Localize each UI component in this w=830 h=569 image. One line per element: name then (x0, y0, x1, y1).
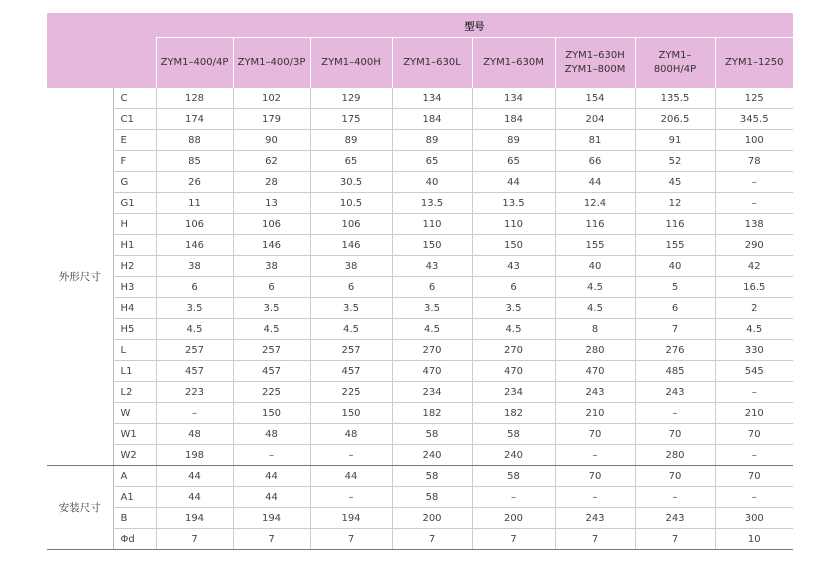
value-cell: 257 (310, 340, 392, 361)
value-cell: 150 (233, 403, 310, 424)
value-cell: 3.5 (310, 298, 392, 319)
value-cell: 7 (635, 319, 715, 340)
dimension-label: Φd (113, 529, 156, 550)
value-cell: 257 (156, 340, 233, 361)
model-name-line: ZYM1–400/3P (237, 57, 306, 68)
value-cell: 6 (233, 277, 310, 298)
value-cell: 184 (392, 109, 472, 130)
value-cell: 65 (472, 151, 555, 172)
value-cell: 146 (233, 235, 310, 256)
value-cell: 155 (635, 235, 715, 256)
model-name-line: ZYM1–630M (483, 57, 544, 68)
value-cell: 6 (635, 298, 715, 319)
value-cell: 4.5 (310, 319, 392, 340)
value-cell: 457 (233, 361, 310, 382)
model-header-cell (233, 38, 310, 89)
value-cell: 110 (392, 214, 472, 235)
dimension-label: H3 (113, 277, 156, 298)
value-cell: 270 (392, 340, 472, 361)
value-cell: 58 (392, 487, 472, 508)
model-header-cell (156, 38, 233, 89)
value-cell: – (635, 487, 715, 508)
value-cell: 457 (310, 361, 392, 382)
table-row (47, 487, 793, 508)
value-cell: 44 (156, 487, 233, 508)
table-row (47, 466, 793, 487)
value-cell: – (635, 403, 715, 424)
value-cell: 48 (233, 424, 310, 445)
value-cell: 58 (472, 424, 555, 445)
value-cell: 58 (472, 466, 555, 487)
value-cell: 257 (233, 340, 310, 361)
value-cell: 16.5 (715, 277, 793, 298)
value-cell: 243 (635, 382, 715, 403)
value-cell: 470 (555, 361, 635, 382)
value-cell: 194 (233, 508, 310, 529)
value-cell: 4.5 (156, 319, 233, 340)
model-header-cell (472, 38, 555, 89)
value-cell: – (715, 193, 793, 214)
value-cell: 44 (310, 466, 392, 487)
value-cell: 146 (156, 235, 233, 256)
table-row (47, 88, 793, 109)
value-cell: 26 (156, 172, 233, 193)
value-cell: 81 (555, 130, 635, 151)
dimension-label: H (113, 214, 156, 235)
value-cell: 5 (635, 277, 715, 298)
model-name-line: ZYM1–400/4P (160, 57, 229, 68)
value-cell: 13.5 (472, 193, 555, 214)
model-name-line: ZYM1–630H (565, 50, 625, 61)
value-cell: 45 (635, 172, 715, 193)
value-cell: 182 (472, 403, 555, 424)
value-cell: 12 (635, 193, 715, 214)
value-cell: 7 (392, 529, 472, 550)
value-cell: 44 (233, 466, 310, 487)
value-cell: 194 (310, 508, 392, 529)
value-cell: 210 (715, 403, 793, 424)
value-cell: 28 (233, 172, 310, 193)
value-cell: 65 (310, 151, 392, 172)
value-cell: 6 (156, 277, 233, 298)
value-cell: 155 (555, 235, 635, 256)
value-cell: 206.5 (635, 109, 715, 130)
value-cell: 11 (156, 193, 233, 214)
table-row (47, 529, 793, 550)
value-cell: 6 (310, 277, 392, 298)
value-cell: 225 (233, 382, 310, 403)
dimension-label: L2 (113, 382, 156, 403)
value-cell: 125 (715, 88, 793, 109)
value-cell: 184 (472, 109, 555, 130)
table-row (47, 235, 793, 256)
value-cell: 223 (156, 382, 233, 403)
value-cell: 330 (715, 340, 793, 361)
value-cell: 48 (310, 424, 392, 445)
value-cell: 106 (233, 214, 310, 235)
value-cell: 270 (472, 340, 555, 361)
value-cell: 276 (635, 340, 715, 361)
value-cell: 243 (635, 508, 715, 529)
value-cell: 3.5 (392, 298, 472, 319)
value-cell: 70 (715, 424, 793, 445)
value-cell: 90 (233, 130, 310, 151)
table-body (47, 88, 793, 550)
value-cell: 116 (635, 214, 715, 235)
value-cell: 198 (156, 445, 233, 466)
dimension-label: E (113, 130, 156, 151)
value-cell: 243 (555, 382, 635, 403)
dimension-label: H2 (113, 256, 156, 277)
value-cell: 225 (310, 382, 392, 403)
dimension-label: H1 (113, 235, 156, 256)
value-cell: 106 (156, 214, 233, 235)
table-row (47, 109, 793, 130)
model-name-line: ZYM1–630L (403, 57, 461, 68)
value-cell: 150 (392, 235, 472, 256)
value-cell: 290 (715, 235, 793, 256)
value-cell: 146 (310, 235, 392, 256)
value-cell: 43 (392, 256, 472, 277)
value-cell: 280 (555, 340, 635, 361)
value-cell: 44 (472, 172, 555, 193)
value-cell: 545 (715, 361, 793, 382)
model-name-line: ZYM1–1250 (725, 57, 784, 68)
value-cell: 7 (156, 529, 233, 550)
table-row (47, 319, 793, 340)
table-row (47, 151, 793, 172)
table-row (47, 193, 793, 214)
dimension-label: W1 (113, 424, 156, 445)
value-cell: 470 (392, 361, 472, 382)
value-cell: – (156, 403, 233, 424)
model-name-line: ZYM1–400H (321, 57, 381, 68)
value-cell: – (310, 445, 392, 466)
value-cell: 240 (472, 445, 555, 466)
value-cell: 174 (156, 109, 233, 130)
value-cell: 38 (156, 256, 233, 277)
dimension-label: H4 (113, 298, 156, 319)
value-cell: 4.5 (555, 277, 635, 298)
value-cell: 38 (310, 256, 392, 277)
value-cell: 234 (392, 382, 472, 403)
dimension-table (47, 13, 793, 550)
value-cell: – (472, 487, 555, 508)
value-cell: 3.5 (156, 298, 233, 319)
value-cell: 485 (635, 361, 715, 382)
value-cell: 234 (472, 382, 555, 403)
model-header-row (47, 38, 793, 89)
value-cell: 48 (156, 424, 233, 445)
value-cell: 134 (392, 88, 472, 109)
value-cell: 13 (233, 193, 310, 214)
value-cell: 2 (715, 298, 793, 319)
value-cell: 138 (715, 214, 793, 235)
model-header-cell (635, 38, 715, 89)
value-cell: – (715, 172, 793, 193)
value-cell: 40 (635, 256, 715, 277)
value-cell: 129 (310, 88, 392, 109)
value-cell: 116 (555, 214, 635, 235)
table-row (47, 172, 793, 193)
value-cell: 154 (555, 88, 635, 109)
value-cell: 89 (310, 130, 392, 151)
value-cell: 4.5 (392, 319, 472, 340)
dimension-label: A1 (113, 487, 156, 508)
group-label: 安装尺寸 (47, 466, 113, 550)
value-cell: 89 (392, 130, 472, 151)
table-row (47, 508, 793, 529)
value-cell: 4.5 (715, 319, 793, 340)
value-cell: 3.5 (233, 298, 310, 319)
value-cell: 10 (715, 529, 793, 550)
value-cell: 70 (715, 466, 793, 487)
value-cell: 70 (555, 466, 635, 487)
value-cell: 44 (156, 466, 233, 487)
table-header (47, 13, 793, 88)
value-cell: 345.5 (715, 109, 793, 130)
value-cell: 3.5 (472, 298, 555, 319)
header-corner (47, 13, 156, 88)
value-cell: 106 (310, 214, 392, 235)
model-header-cell (310, 38, 392, 89)
value-cell: 66 (555, 151, 635, 172)
value-cell: 179 (233, 109, 310, 130)
value-cell: 52 (635, 151, 715, 172)
value-cell: 43 (472, 256, 555, 277)
model-header-title: 型号 (156, 13, 793, 38)
value-cell: 194 (156, 508, 233, 529)
table-row (47, 214, 793, 235)
value-cell: 91 (635, 130, 715, 151)
value-cell: 300 (715, 508, 793, 529)
value-cell: 150 (310, 403, 392, 424)
table-row (47, 424, 793, 445)
value-cell: 8 (555, 319, 635, 340)
dimension-label: A (113, 466, 156, 487)
value-cell: 40 (392, 172, 472, 193)
value-cell: 38 (233, 256, 310, 277)
value-cell: 102 (233, 88, 310, 109)
dimension-label: W (113, 403, 156, 424)
value-cell: 182 (392, 403, 472, 424)
value-cell: 6 (392, 277, 472, 298)
value-cell: 78 (715, 151, 793, 172)
value-cell: – (715, 487, 793, 508)
value-cell: 134 (472, 88, 555, 109)
value-cell: 10.5 (310, 193, 392, 214)
table-row (47, 256, 793, 277)
value-cell: 70 (635, 424, 715, 445)
value-cell: 40 (555, 256, 635, 277)
dimension-label: G (113, 172, 156, 193)
model-header-cell (392, 38, 472, 89)
value-cell: 42 (715, 256, 793, 277)
value-cell: 62 (233, 151, 310, 172)
table-row (47, 382, 793, 403)
table-row (47, 340, 793, 361)
value-cell: – (310, 487, 392, 508)
model-header-cell (555, 38, 635, 89)
model-name-line: ZYM1–800M (564, 64, 626, 75)
value-cell: 12.4 (555, 193, 635, 214)
value-cell: 58 (392, 466, 472, 487)
value-cell: – (233, 445, 310, 466)
value-cell: 200 (472, 508, 555, 529)
value-cell: 13.5 (392, 193, 472, 214)
value-cell: 110 (472, 214, 555, 235)
table-row (47, 445, 793, 466)
dimension-label: W2 (113, 445, 156, 466)
table-row (47, 277, 793, 298)
value-cell: 89 (472, 130, 555, 151)
value-cell: 457 (156, 361, 233, 382)
value-cell: – (715, 445, 793, 466)
table-row (47, 130, 793, 151)
value-cell: 470 (472, 361, 555, 382)
value-cell: – (715, 382, 793, 403)
value-cell: 243 (555, 508, 635, 529)
value-cell: 200 (392, 508, 472, 529)
dimension-label: G1 (113, 193, 156, 214)
value-cell: 70 (555, 424, 635, 445)
value-cell: 7 (233, 529, 310, 550)
value-cell: 58 (392, 424, 472, 445)
value-cell: 4.5 (233, 319, 310, 340)
dimension-label: C1 (113, 109, 156, 130)
table-row (47, 403, 793, 424)
dimension-label: H5 (113, 319, 156, 340)
value-cell: 7 (635, 529, 715, 550)
model-name-line: 800H/4P (653, 64, 697, 75)
value-cell: 204 (555, 109, 635, 130)
value-cell: 7 (310, 529, 392, 550)
value-cell: 4.5 (555, 298, 635, 319)
model-name-line: ZYM1– (658, 50, 692, 61)
dimension-label: L1 (113, 361, 156, 382)
value-cell: 70 (635, 466, 715, 487)
value-cell: 7 (472, 529, 555, 550)
value-cell: 30.5 (310, 172, 392, 193)
group-label: 外形尺寸 (47, 88, 113, 466)
value-cell: 175 (310, 109, 392, 130)
value-cell: – (555, 487, 635, 508)
dimension-label: B (113, 508, 156, 529)
value-cell: 4.5 (472, 319, 555, 340)
value-cell: 88 (156, 130, 233, 151)
value-cell: 6 (472, 277, 555, 298)
dimension-label: C (113, 88, 156, 109)
value-cell: 150 (472, 235, 555, 256)
value-cell: 280 (635, 445, 715, 466)
value-cell: 85 (156, 151, 233, 172)
value-cell: 240 (392, 445, 472, 466)
table-row (47, 298, 793, 319)
value-cell: 135.5 (635, 88, 715, 109)
value-cell: 7 (555, 529, 635, 550)
model-header-cell (715, 38, 793, 89)
value-cell: 100 (715, 130, 793, 151)
value-cell: – (555, 445, 635, 466)
table-row (47, 361, 793, 382)
value-cell: 210 (555, 403, 635, 424)
dimension-label: L (113, 340, 156, 361)
value-cell: 65 (392, 151, 472, 172)
value-cell: 44 (233, 487, 310, 508)
value-cell: 44 (555, 172, 635, 193)
value-cell: 128 (156, 88, 233, 109)
dimension-label: F (113, 151, 156, 172)
